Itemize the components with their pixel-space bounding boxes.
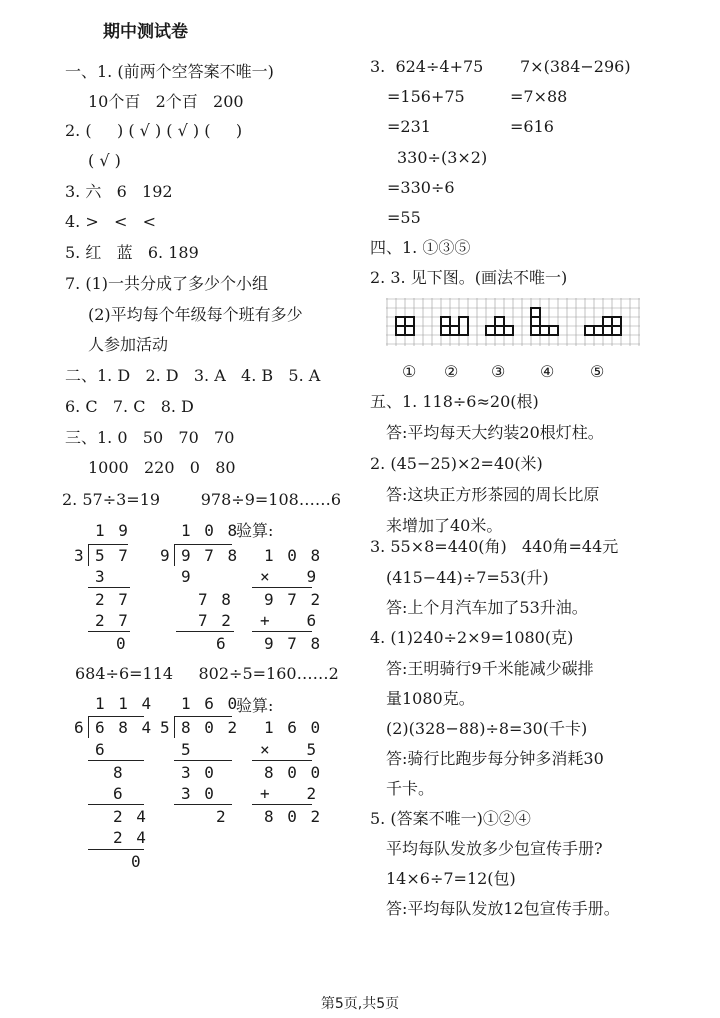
divisor: 9	[160, 546, 172, 565]
step-line	[252, 760, 312, 761]
operand: + 2	[260, 784, 319, 803]
step: 6	[113, 784, 125, 803]
divisor: 6	[74, 718, 86, 737]
step-line	[88, 849, 144, 850]
grid-lines	[386, 298, 640, 346]
dividend: 5 7	[95, 546, 130, 565]
step: =55	[387, 208, 421, 227]
answer-5-3: 3. 55×8=440(角) 440角=44元	[370, 537, 619, 556]
step: 3 0	[181, 784, 216, 803]
page-title: 期中测试卷	[103, 22, 188, 42]
grid-label-1: ①	[402, 362, 417, 381]
operand: × 9	[260, 567, 319, 586]
division-bracket	[174, 544, 175, 566]
answer-1-7-2: (2)平均每个年级每个班有多少	[88, 305, 303, 324]
step-line	[252, 587, 312, 588]
answer-5-4-1: 4. (1)240÷2×9=1080(克)	[370, 628, 574, 647]
answer-1-3: 3. 六 6 192	[65, 182, 173, 201]
remainder: 6	[216, 634, 228, 653]
step-line	[88, 587, 130, 588]
step-line	[88, 631, 130, 632]
answer-5-2: 2. (45−25)×2=40(米)	[370, 454, 543, 473]
step: 3 0	[181, 763, 216, 782]
check-label: 验算:	[236, 696, 274, 715]
answer-5-4-1-reply-cont: 量1080克。	[386, 689, 475, 708]
grid-figure	[386, 298, 640, 346]
operand: 1 0 8	[264, 546, 323, 565]
step-line	[88, 804, 144, 805]
step-line	[176, 631, 234, 632]
step: 2 7	[95, 611, 130, 630]
answer-5-1-reply: 答:平均每天大约装20根灯柱。	[386, 423, 604, 442]
answer-3-3-c: 330÷(3×2)	[397, 148, 488, 167]
answer-5-1: 五、1. 118÷6≈20(根)	[370, 392, 539, 411]
quotient: 1 6 0	[181, 694, 240, 713]
step: 3	[95, 567, 107, 586]
answer-5-2-reply-cont: 来增加了40米。	[386, 516, 503, 535]
quotient: 1 1 4	[95, 694, 154, 713]
answer-5-3-reply: 答:上个月汽车加了53升油。	[386, 598, 588, 617]
quotient: 1 9	[95, 521, 130, 540]
step-line	[252, 631, 312, 632]
answer-5-5-reply: 答:平均每队发放12包宣传手册。	[386, 899, 620, 918]
answer-5-5-question: 平均每队发放多少包宣传手册?	[386, 839, 603, 858]
step: 9	[181, 567, 193, 586]
answer-5-4-2-reply-cont: 千卡。	[386, 779, 435, 798]
step-line	[174, 760, 232, 761]
division-bracket	[174, 716, 175, 738]
shape-4	[531, 308, 558, 335]
division-bar	[174, 716, 232, 717]
division-bar	[88, 716, 144, 717]
answer-2: 二、1. D 2. D 3. A 4. B 5. A	[65, 366, 321, 385]
operand: 1 6 0	[264, 718, 323, 737]
answer-1-1-values: 10个百 2个百 200	[88, 92, 244, 111]
division-bar	[174, 544, 232, 545]
grid-label-2: ②	[444, 362, 459, 381]
answer-5-5: 5. (答案不唯一)①②④	[370, 809, 531, 828]
step: 7 2	[198, 611, 233, 630]
dividend: 9 7 8	[181, 546, 240, 565]
result: 8 0 2	[264, 807, 323, 826]
step: =330÷6	[387, 178, 455, 197]
product: 9 7 2	[264, 590, 323, 609]
answer-5-3-calc: (415−44)÷7=53(升)	[386, 568, 549, 587]
answer-3-2: 2. 57÷3=19 978÷9=108……6	[62, 490, 341, 509]
answer-5-2-reply: 答:这块正方形茶园的周长比原	[386, 485, 600, 504]
step: 7 8	[198, 590, 233, 609]
answer-3-3-a: 3. 624÷4+75	[370, 57, 484, 76]
step-line	[252, 804, 312, 805]
answer-3-1-cont: 1000 220 0 80	[88, 458, 236, 477]
answer-5-4-2: (2)(328−88)÷8=30(千卡)	[386, 719, 588, 738]
page-footer: 第5页,共5页	[320, 996, 400, 1012]
divisor: 5	[160, 718, 172, 737]
dividend: 8 0 2	[181, 718, 240, 737]
answer-3-2-b: 684÷6=114 802÷5=160……2	[75, 664, 339, 683]
quotient: 1 0 8	[181, 521, 240, 540]
grid-shapes	[396, 308, 621, 335]
step: =231	[387, 117, 431, 136]
answer-3-3-b: 7×(384−296)	[520, 57, 631, 76]
answer-1-7: 7. (1)一共分成了多少个小组	[65, 274, 269, 293]
remainder: 2	[216, 807, 228, 826]
answer-1-2-cont: ( √ )	[88, 151, 121, 170]
answer-1-5-6: 5. 红 蓝 6. 189	[65, 243, 199, 262]
grid-label-3: ③	[491, 362, 506, 381]
step: 5	[181, 740, 193, 759]
division-bar	[88, 544, 128, 545]
step: 8	[113, 763, 125, 782]
step: 2 7	[95, 590, 130, 609]
step: =156+75	[387, 87, 465, 106]
shape-3	[486, 317, 513, 335]
answer-1-7-2-cont: 人参加活动	[88, 335, 169, 354]
dividend: 6 8 4	[95, 718, 154, 737]
step: =616	[510, 117, 554, 136]
division-bracket	[88, 716, 89, 738]
step: 2 4	[113, 807, 148, 826]
division-bracket	[88, 544, 89, 566]
result: 9 7 8	[264, 634, 323, 653]
step-line	[174, 804, 232, 805]
operand: + 6	[260, 611, 319, 630]
remainder: 0	[116, 634, 128, 653]
answer-5-4-1-reply: 答:王明骑行9千米能减少碳排	[386, 659, 594, 678]
step: 2 4	[113, 828, 148, 847]
divisor: 3	[74, 546, 86, 565]
answer-2-cont: 6. C 7. C 8. D	[65, 397, 194, 416]
shape-5	[585, 317, 621, 335]
answer-5-5-calc: 14×6÷7=12(包)	[386, 869, 516, 888]
remainder: 0	[131, 852, 143, 871]
step-line	[88, 760, 144, 761]
answer-4-1: 四、1. ①③⑤	[370, 238, 471, 257]
shape-1	[396, 317, 414, 335]
answer-5-4-2-reply: 答:骑行比跑步每分钟多消耗30	[386, 749, 604, 768]
operand: × 5	[260, 740, 319, 759]
answer-3-1: 三、1. 0 50 70 70	[65, 428, 235, 447]
answer-1-1: 一、1. (前两个空答案不唯一)	[65, 62, 274, 81]
grid-label-4: ④	[540, 362, 555, 381]
step: 6	[95, 740, 107, 759]
answer-4-2-3: 2. 3. 见下图。(画法不唯一)	[370, 268, 568, 287]
answer-1-2: 2. ( ) ( √ ) ( √ ) ( )	[65, 121, 243, 140]
product: 8 0 0	[264, 763, 323, 782]
check-label: 验算:	[236, 521, 274, 540]
grid-label-5: ⑤	[590, 362, 605, 381]
answer-1-4: 4. > < <	[65, 212, 157, 231]
step: =7×88	[510, 87, 568, 106]
